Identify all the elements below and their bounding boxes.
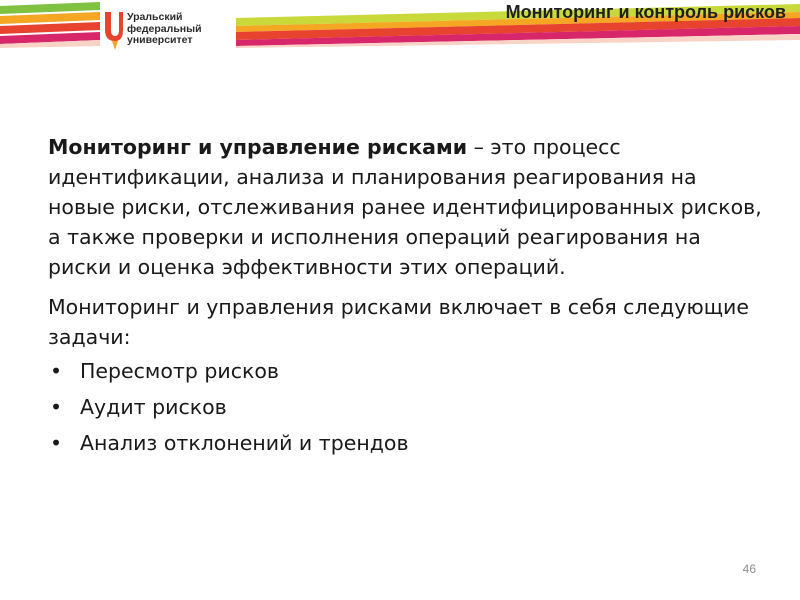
- list-item-text: Аудит рисков: [80, 395, 227, 419]
- definition-text: – это процесс идентификации, анализа и планирования реагирования на новые риски, отслеживания ранее идентифицированных рисков, а также проверки и исполнения операций реагирования на риски и оценка эффективности этих операций.: [48, 135, 762, 279]
- bullet-icon: •: [50, 395, 63, 419]
- page-number: 46: [742, 562, 756, 576]
- stripe-green-left: [0, 2, 100, 14]
- university-logo: [102, 8, 242, 52]
- bullet-icon: •: [50, 359, 63, 383]
- logo-line-2: федеральный: [127, 22, 202, 35]
- list-item-text: Анализ отклонений и трендов: [80, 431, 409, 455]
- stripe-orange-left: [0, 12, 100, 24]
- definition-term: Мониторинг и управление рисками: [48, 135, 468, 159]
- list-item: [48, 428, 768, 458]
- slide-content: [48, 132, 768, 464]
- logo-line-3: университет: [127, 34, 193, 46]
- list-item-text: Пересмотр рисков: [80, 359, 280, 383]
- task-list: [48, 356, 768, 458]
- definition-paragraph: [48, 132, 768, 282]
- logo-line-1: Уральский: [127, 11, 183, 23]
- list-item: [48, 392, 768, 422]
- slide-title: Мониторинг и контроль рисков: [505, 2, 786, 22]
- university-logo-mark-icon: [102, 10, 124, 50]
- bullet-icon: •: [50, 431, 63, 455]
- university-logo-text: [127, 12, 202, 47]
- list-item: [48, 356, 768, 386]
- intro-paragraph: Мониторинг и управления рисками включает в себя следующие задачи:: [48, 295, 749, 349]
- stripe-red-left: [0, 22, 100, 34]
